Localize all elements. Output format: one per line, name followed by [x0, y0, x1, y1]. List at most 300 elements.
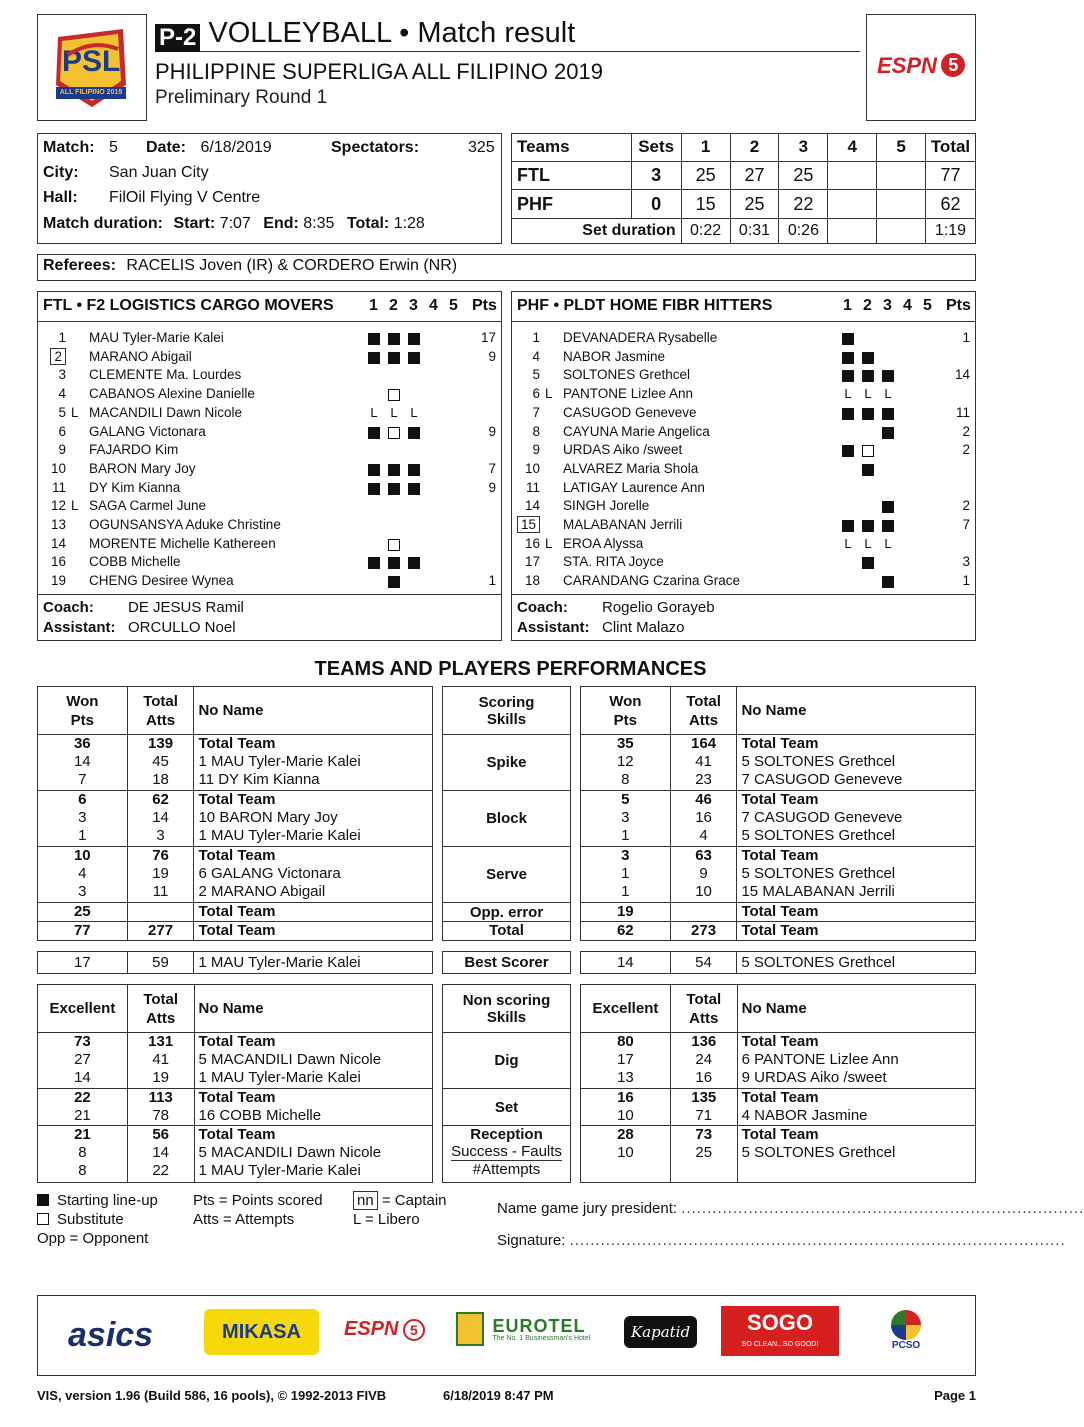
skill-name	[443, 921, 571, 940]
player-number-text: 8	[532, 423, 540, 439]
match-info	[37, 133, 502, 244]
total-duration: 1:28	[393, 215, 425, 232]
player-value: 7 CASUGOD Geneveve	[741, 809, 903, 827]
perf-cell	[127, 903, 194, 922]
player-value: 16 COBB Michelle	[198, 1107, 322, 1125]
player-number-text: 14	[524, 498, 540, 514]
player-row	[38, 461, 501, 480]
player-value: 3	[621, 809, 630, 827]
team-total-value: 5	[621, 791, 630, 809]
sets-header-cell: 1	[681, 134, 730, 162]
set-duration-cell: 0:26	[779, 219, 828, 244]
starting-square-icon	[408, 352, 420, 364]
perf-cell	[127, 847, 194, 903]
player-name: STA. RITA Joyce	[563, 554, 664, 570]
skill-label: Spike	[486, 754, 527, 772]
player-number-text: 3	[58, 367, 66, 383]
perf-table-a	[37, 984, 433, 1183]
skills-header-row	[443, 687, 571, 735]
player-name: MAU Tyler-Marie Kalei	[89, 330, 224, 345]
player-value: 10	[617, 1107, 634, 1125]
kapatid-logo-icon: Kapatid	[624, 1316, 697, 1348]
sets-cell	[877, 190, 926, 219]
legend-pts: Pts = Points scored	[193, 1192, 323, 1209]
player-value: 1	[621, 883, 630, 901]
player-number	[38, 554, 66, 569]
sets-cell: 0	[631, 190, 681, 219]
perf-group-row	[38, 1126, 433, 1182]
player-value: 5 SOLTONES Grethcel	[741, 827, 896, 845]
libero-set-marker: L	[410, 404, 418, 420]
player-value: 8	[78, 1162, 87, 1180]
team-total-value: 76	[152, 847, 169, 865]
player-points: 7	[488, 460, 496, 476]
perf-cell	[737, 1033, 975, 1089]
skill-name	[443, 1033, 571, 1089]
eurotel-logo-icon: EUROTEL The No. 1 Businessman's Hotel	[456, 1312, 590, 1346]
player-row	[38, 386, 501, 405]
player-row	[38, 554, 501, 573]
player-name: LATIGAY Laurence Ann	[563, 479, 705, 495]
perf-cell	[38, 1089, 128, 1126]
player-points: 2	[962, 423, 970, 439]
best-scorer-cell: 5 SOLTONES Grethcel	[737, 952, 976, 974]
starting-square-icon	[408, 427, 420, 439]
player-row	[38, 405, 501, 424]
page-title: VOLLEYBALL • Match result	[208, 17, 576, 49]
perf-cell	[737, 1126, 975, 1182]
team-total-value: 6	[78, 791, 87, 809]
best-scorer-cell: 54	[670, 952, 737, 974]
libero-set-marker: L	[844, 535, 852, 551]
team-total-value: 25	[73, 903, 91, 921]
player-value: 16	[695, 809, 712, 827]
perf-cell	[38, 847, 128, 903]
perf-cell	[127, 922, 194, 941]
player-points: 1	[488, 573, 496, 589]
player-row	[38, 424, 501, 443]
player-value: 9 URDAS Aiko /sweet	[741, 1069, 887, 1086]
perf-group-row	[38, 1089, 433, 1126]
end-label: End:	[263, 215, 299, 232]
starting-square-icon	[388, 464, 400, 476]
player-name: CAYUNA Marie Angelica	[563, 423, 710, 439]
player-value: 10	[695, 883, 712, 901]
perf-group-row	[581, 1033, 976, 1089]
perf-header-cell: No Name	[194, 985, 432, 1033]
player-name: CASUGOD Geneveve	[563, 404, 697, 420]
perf-cell	[38, 922, 128, 941]
starting-square-icon	[842, 370, 854, 382]
player-row	[38, 442, 501, 461]
team-total-value: 135	[691, 1089, 717, 1107]
city-value: San Juan City	[109, 164, 209, 181]
player-number	[38, 461, 66, 476]
perf-cell	[737, 791, 976, 847]
best-scorer-cell: 59	[127, 952, 194, 974]
spectators-count: 325	[468, 139, 495, 156]
player-value: 16	[695, 1069, 713, 1086]
coach-label: Coach:	[517, 599, 568, 616]
player-number-text: 13	[50, 517, 66, 532]
player-name: COBB Michelle	[89, 554, 181, 570]
set-num: 1	[369, 297, 378, 314]
player-number	[38, 424, 66, 439]
performances-title: TEAMS AND PLAYERS PERFORMANCES	[314, 658, 707, 680]
perf-table-b	[580, 984, 976, 1183]
player-value: 1 MAU Tyler-Marie Kalei	[198, 1069, 361, 1086]
player-number-text: 7	[532, 404, 540, 420]
match-label: Match:	[43, 139, 95, 156]
player-points: 7	[962, 517, 970, 532]
skills-column	[442, 984, 571, 1183]
team-total-value: Total Team	[198, 903, 276, 921]
player-number	[38, 405, 66, 420]
starting-square-icon	[862, 352, 874, 364]
skill-name	[443, 1126, 571, 1182]
perf-group-row	[38, 1033, 433, 1089]
legend-starting: Starting line-up	[57, 1192, 158, 1209]
coach-name: DE JESUS Ramil	[128, 599, 244, 616]
starting-square-icon	[862, 464, 874, 476]
header-title-area	[152, 14, 860, 121]
best-scorer-cell: 14	[581, 952, 671, 974]
team-total-value: Total Team	[741, 903, 819, 921]
player-number-text: 12	[50, 498, 66, 514]
player-name: BARON Mary Joy	[89, 460, 196, 476]
sets-cell	[828, 190, 877, 219]
starting-square-icon	[862, 408, 874, 420]
set-duration-label: Set duration	[512, 219, 682, 244]
perf-group-row	[38, 903, 433, 922]
perf-header-cell: No Name	[737, 985, 975, 1033]
logo-caption: ALL FILIPINO 2019	[59, 89, 123, 96]
starting-square-icon	[862, 557, 874, 569]
starting-square-icon	[408, 333, 420, 345]
player-row	[512, 536, 975, 555]
team-total-value: 139	[148, 735, 174, 752]
player-number-text: 19	[50, 573, 66, 589]
player-number-text: 1	[532, 330, 540, 345]
team-total-value: Total Team	[198, 1126, 276, 1144]
player-value: 4	[699, 827, 708, 845]
best-scorer-cell: 17	[38, 952, 128, 974]
player-name: MORENTE Michelle Kathereen	[89, 535, 276, 551]
assistant-label: Assistant:	[517, 619, 590, 636]
player-row	[38, 517, 501, 536]
player-number	[512, 330, 540, 345]
set-duration-cell: 0:22	[681, 219, 730, 244]
team-total-value: 77	[73, 922, 91, 940]
starting-square-icon	[882, 427, 894, 439]
perf-cell	[737, 903, 976, 922]
coach-name: Rogelio Gorayeb	[602, 599, 715, 616]
sets-cell	[828, 161, 877, 190]
player-row	[512, 498, 975, 517]
player-name: NABOR Jasmine	[563, 348, 666, 364]
player-value: 14	[152, 1144, 170, 1162]
starting-square-icon	[388, 576, 400, 588]
asics-logo-icon: asics	[68, 1316, 154, 1354]
perf-group-row	[38, 847, 433, 903]
skill-name	[443, 735, 571, 791]
starting-square-icon	[842, 445, 854, 457]
team-total-value: 277	[148, 922, 174, 940]
player-value: 22	[152, 1162, 170, 1180]
set-num: 1	[843, 297, 852, 314]
starting-square-icon	[408, 557, 420, 569]
perf-cell	[38, 1126, 128, 1182]
hall-value: FilOil Flying V Centre	[109, 189, 261, 206]
player-name: DY Kim Kianna	[89, 479, 181, 495]
player-name: CABANOS Alexine Danielle	[89, 386, 255, 402]
team-total-value: 10	[73, 847, 91, 865]
set-duration-cell	[828, 219, 877, 244]
espn5-logo-icon: ESPN 5	[877, 53, 965, 79]
player-value: 3	[78, 809, 87, 827]
perf-header-cell: Excellent	[581, 985, 671, 1033]
reception-sub1: Success - Faults	[451, 1143, 562, 1161]
psl-logo-icon	[38, 15, 145, 119]
player-value: 5 MACANDILI Dawn Nicole	[198, 1144, 382, 1162]
libero-set-marker: L	[844, 386, 852, 402]
player-row	[512, 424, 975, 443]
perf-cell	[581, 922, 671, 941]
team-total-value: Total Team	[741, 735, 819, 752]
libero-marker: L	[545, 535, 553, 551]
best-scorer-b	[580, 951, 976, 974]
referees-bar	[37, 254, 976, 281]
team-total-value: 19	[616, 903, 634, 921]
starting-square-icon	[368, 352, 380, 364]
player-number	[512, 461, 540, 476]
perf-cell	[194, 903, 433, 922]
starting-square-icon	[842, 408, 854, 420]
legend-substitute: Substitute	[57, 1211, 124, 1228]
perf-cell	[737, 847, 976, 903]
sets-cell: 25	[681, 161, 730, 190]
player-row	[38, 536, 501, 555]
city-label: City:	[43, 164, 79, 181]
team-total-value: Total Team	[741, 791, 819, 809]
perf-table-b	[580, 686, 976, 941]
perf-header-row	[38, 687, 433, 735]
player-value: 13	[617, 1069, 634, 1086]
team-total-value: 36	[73, 735, 91, 752]
player-number	[512, 498, 540, 513]
player-value: 41	[695, 753, 712, 770]
player-points: 3	[962, 554, 970, 570]
starting-square-icon	[388, 483, 400, 495]
player-value: 10 BARON Mary Joy	[198, 809, 338, 827]
psl-logo-box	[37, 14, 147, 121]
player-row	[38, 349, 501, 368]
team-b-title: PHF • PLDT HOME FIBR HITTERS	[517, 297, 773, 314]
skills-header-row	[443, 985, 571, 1033]
perf-group-row	[581, 1089, 976, 1126]
team-total-value: 63	[695, 847, 712, 865]
team-total-value: Total Team	[741, 1089, 819, 1107]
starting-square-icon	[882, 576, 894, 588]
signature-line: Signature: ................................................................................................	[497, 1232, 1066, 1249]
player-value: 24	[695, 1051, 713, 1068]
player-number-text: 10	[524, 460, 540, 476]
jury-president-line: Name game jury president: ..............................................................................	[497, 1200, 1084, 1217]
perf-cell	[670, 847, 737, 903]
team-total-value: Total Team	[198, 1033, 276, 1050]
player-number	[512, 480, 540, 495]
perf-group-row	[581, 791, 976, 847]
skill-label: Serve	[486, 866, 527, 884]
perf-cell	[581, 735, 671, 791]
player-number-text: 16	[50, 554, 66, 570]
sets-cell	[877, 161, 926, 190]
legend-captain: = Captain	[381, 1192, 447, 1209]
footer-page: Page 1	[934, 1388, 976, 1403]
player-name: SOLTONES Grethcel	[563, 367, 691, 383]
player-row	[38, 367, 501, 386]
skills-header: Scoring Skills	[443, 687, 571, 735]
perf-group-row	[38, 791, 433, 847]
perf-header-cell: Total Atts	[127, 985, 194, 1033]
perf-group-row	[581, 847, 976, 903]
perf-header-cell: No Name	[194, 687, 433, 735]
sets-cell: 25	[730, 190, 779, 219]
set-num: 5	[923, 297, 932, 314]
player-points: 14	[954, 367, 970, 383]
player-value: 23	[695, 771, 712, 788]
player-number	[512, 573, 540, 588]
perf-cell	[581, 1126, 671, 1182]
skill-row	[443, 791, 571, 847]
perf-cell	[581, 847, 671, 903]
player-number	[38, 517, 66, 532]
perf-cell	[127, 791, 194, 847]
perf-cell	[194, 847, 433, 903]
team-total-value: Total Team	[198, 922, 276, 940]
legend-opp: Opp = Opponent	[37, 1230, 149, 1247]
set-num: 4	[903, 297, 912, 314]
perf-header-cell: Won Pts	[581, 687, 671, 735]
libero-set-marker: L	[884, 386, 892, 402]
start-time: 7:07	[219, 215, 251, 232]
player-value: 12	[616, 753, 634, 770]
player-value: 5 SOLTONES Grethcel	[741, 865, 896, 883]
player-number-text: 5	[58, 404, 66, 420]
player-name: ALVAREZ Maria Shola	[563, 460, 699, 476]
starting-square-icon	[37, 1194, 49, 1206]
round-name: Preliminary Round 1	[155, 87, 328, 108]
skill-name	[443, 847, 571, 903]
sets-header-cell: Total	[925, 134, 975, 162]
skill-row	[443, 1126, 571, 1182]
player-number-text: 1	[58, 330, 66, 345]
skill-row	[443, 1033, 571, 1089]
best-scorer-label-row	[443, 952, 571, 974]
sets-cell: 22	[779, 190, 828, 219]
legend	[37, 1192, 487, 1252]
sogo-logo-icon: SOGO SO CLEAN...SO GOOD!	[721, 1306, 839, 1356]
player-number-text: 14	[50, 535, 66, 551]
player-number	[512, 424, 540, 439]
substitute-square-icon	[37, 1213, 49, 1225]
player-number-text: 16	[524, 535, 540, 551]
team-total-value: 46	[695, 791, 712, 809]
player-points: 2	[962, 442, 970, 458]
sets-cell: 25	[779, 161, 828, 190]
libero-marker: L	[71, 498, 79, 514]
team-total-value: 3	[621, 847, 630, 865]
player-name: FAJARDO Kim	[89, 442, 179, 458]
player-name: MARANO Abigail	[89, 348, 192, 364]
player-value: 8	[78, 1144, 87, 1162]
player-number-text: 4	[532, 348, 540, 364]
set-num: 2	[863, 297, 872, 314]
skill-name	[443, 1089, 571, 1126]
assistant-name: Clint Malazo	[602, 619, 685, 636]
skill-label: Reception	[470, 1126, 543, 1144]
team-total-value: 62	[616, 922, 634, 940]
player-number-text: 18	[524, 573, 540, 589]
perf-header-row	[581, 985, 976, 1033]
team-total-value: 273	[691, 922, 717, 940]
player-row	[512, 517, 975, 536]
page-footer	[37, 1388, 976, 1403]
footer-datetime: 6/18/2019 8:47 PM	[443, 1388, 554, 1403]
perf-cell	[38, 735, 128, 791]
player-number	[512, 405, 540, 420]
skill-row	[443, 921, 571, 940]
skill-row	[443, 847, 571, 903]
roster-team-b	[511, 291, 976, 641]
perf-cell	[670, 1089, 737, 1126]
player-points: 1	[962, 573, 970, 589]
starting-square-icon	[408, 483, 420, 495]
skill-name	[443, 903, 571, 922]
player-number-text: 5	[532, 367, 540, 383]
libero-marker: L	[545, 386, 553, 402]
skill-label: Total	[489, 922, 524, 940]
skills-header: Non scoring Skills	[443, 985, 571, 1033]
starting-square-icon	[842, 352, 854, 364]
player-name: URDAS Aiko /sweet	[563, 442, 683, 458]
substitute-square-icon	[862, 445, 874, 457]
pts-label: Pts	[472, 297, 497, 314]
perf-cell	[581, 1089, 671, 1126]
perf-group-row	[38, 735, 433, 791]
player-row	[512, 330, 975, 349]
perf-header-cell: Total Atts	[670, 687, 737, 735]
perf-cell	[127, 1033, 194, 1089]
perf-header-cell: No Name	[737, 687, 976, 735]
team-total-value: Total Team	[741, 847, 819, 865]
player-name: CLEMENTE Ma. Lourdes	[89, 367, 242, 383]
team-total-value: 28	[617, 1126, 634, 1144]
team-total-value: Total Team	[198, 847, 276, 865]
set-num: 3	[883, 297, 892, 314]
sets-header-cell: Teams	[512, 134, 632, 162]
player-number	[512, 442, 540, 457]
team-total-value: 164	[691, 735, 717, 752]
sets-cell: FTL	[512, 161, 632, 190]
spectators-label: Spectators:	[331, 139, 420, 156]
footer-version: VIS, version 1.96 (Build 586, 16 pools), © 1992-2013 FIVB	[37, 1388, 387, 1403]
team-total-value: Total Team	[741, 1033, 819, 1050]
libero-set-marker: L	[884, 535, 892, 551]
report-code: P-2	[155, 24, 200, 52]
sets-cell: 27	[730, 161, 779, 190]
team-total-value: 113	[148, 1089, 173, 1107]
